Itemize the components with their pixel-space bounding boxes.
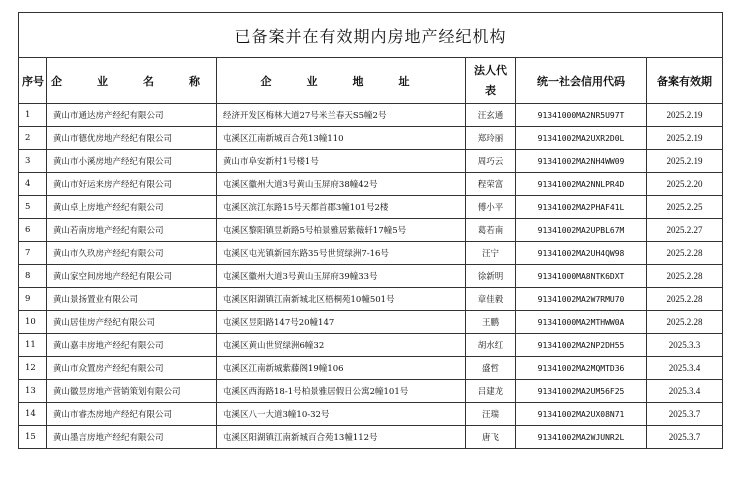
company-address: 屯溪区滨江东路15号天都首郡3幢101号2楼 [217, 196, 466, 219]
row-number: 3 [19, 150, 47, 173]
row-number: 14 [19, 403, 47, 426]
credit-code: 91341002MA2UXR2D0L [516, 127, 647, 150]
company-name: 黄山市德优房地产经纪有限公司 [47, 127, 217, 150]
company-address: 屯溪区江南新城百合苑13幢110 [217, 127, 466, 150]
company-name: 黄山市好运来房产经纪有限公司 [47, 173, 217, 196]
company-name: 黄山市久玖房产经纪有限公司 [47, 242, 217, 265]
validity-date: 2025.3.4 [647, 380, 723, 403]
validity-date: 2025.3.3 [647, 334, 723, 357]
company-name: 黄山景扬置业有限公司 [47, 288, 217, 311]
company-address: 屯溪区阳湖镇江南新城北区梧桐苑10幢501号 [217, 288, 466, 311]
table-row [19, 357, 723, 380]
agency-table [18, 12, 723, 449]
row-number: 12 [19, 357, 47, 380]
header-no: 序号 [19, 58, 47, 104]
credit-code: 91341002MA2UM56F25 [516, 380, 647, 403]
credit-code: 91341002MA2NH4WW09 [516, 150, 647, 173]
company-name: 黄山卓上房地产经纪有限公司 [47, 196, 217, 219]
row-number: 5 [19, 196, 47, 219]
company-address: 屯溪区江南新城紫藤阁19幢106 [217, 357, 466, 380]
company-name: 黄山市睿杰房地产经纪有限公司 [47, 403, 217, 426]
company-name: 黄山家空间房地产经纪有限公司 [47, 265, 217, 288]
legal-representative: 徐新明 [466, 265, 516, 288]
row-number: 4 [19, 173, 47, 196]
row-number: 7 [19, 242, 47, 265]
table-row [19, 173, 723, 196]
row-number: 8 [19, 265, 47, 288]
validity-date: 2025.3.4 [647, 357, 723, 380]
validity-date: 2025.2.19 [647, 127, 723, 150]
row-number: 2 [19, 127, 47, 150]
credit-code: 91341002MA2UX08N71 [516, 403, 647, 426]
legal-representative: 王鹏 [466, 311, 516, 334]
table-row [19, 380, 723, 403]
header-credit-code: 统一社会信用代码 [516, 58, 647, 104]
credit-code: 91341000MA2NR5U97T [516, 104, 647, 127]
legal-representative: 郑玲丽 [466, 127, 516, 150]
row-number: 15 [19, 426, 47, 449]
company-address: 屯溪区黎阳镇昱新路5号柏景雅居紫薇轩17幢5号 [217, 219, 466, 242]
validity-date: 2025.2.28 [647, 242, 723, 265]
legal-representative: 周巧云 [466, 150, 516, 173]
company-address: 屯溪区昱阳路147号20幢147 [217, 311, 466, 334]
company-address: 屯溪区徽州大道3号黄山玉屏府39幢33号 [217, 265, 466, 288]
legal-representative: 汪宁 [466, 242, 516, 265]
legal-representative: 汪玄通 [466, 104, 516, 127]
row-number: 11 [19, 334, 47, 357]
company-name: 黄山若南房地产经纪有限公司 [47, 219, 217, 242]
row-number: 13 [19, 380, 47, 403]
row-number: 1 [19, 104, 47, 127]
legal-representative: 傅小平 [466, 196, 516, 219]
row-number: 9 [19, 288, 47, 311]
credit-code: 91341002MA2MQMTD36 [516, 357, 647, 380]
header-row [19, 58, 723, 104]
row-number: 6 [19, 219, 47, 242]
validity-date: 2025.2.28 [647, 265, 723, 288]
table-row [19, 196, 723, 219]
table-row [19, 127, 723, 150]
company-address: 屯溪区西海路18-1号柏景雅居假日公寓2幢101号 [217, 380, 466, 403]
table-row [19, 265, 723, 288]
table-row [19, 403, 723, 426]
validity-date: 2025.2.25 [647, 196, 723, 219]
table-row [19, 288, 723, 311]
header-address: 企 业 地 址 [217, 58, 466, 104]
credit-code: 91341000MA2MTHWW0A [516, 311, 647, 334]
credit-code: 91341002MA2NNLPR4D [516, 173, 647, 196]
credit-code: 91341002MA2W7RMU70 [516, 288, 647, 311]
legal-representative: 唐飞 [466, 426, 516, 449]
validity-date: 2025.2.28 [647, 288, 723, 311]
header-name: 企 业 名 称 [47, 58, 217, 104]
legal-representative: 程荣富 [466, 173, 516, 196]
validity-date: 2025.3.7 [647, 426, 723, 449]
row-number: 10 [19, 311, 47, 334]
table-row [19, 242, 723, 265]
validity-date: 2025.2.19 [647, 104, 723, 127]
company-name: 黄山市众置房产经纪有限公司 [47, 357, 217, 380]
company-address: 屯溪区屯光镇新园东路35号世贸绿洲7-16号 [217, 242, 466, 265]
table-row [19, 219, 723, 242]
validity-date: 2025.2.19 [647, 150, 723, 173]
company-name: 黄山市小溪房地产经纪有限公司 [47, 150, 217, 173]
legal-representative: 盛哲 [466, 357, 516, 380]
company-name: 黄山居佳房产经纪有限公司 [47, 311, 217, 334]
company-name: 黄山墨言房地产经纪有限公司 [47, 426, 217, 449]
credit-code: 91341002MA2UPBL67M [516, 219, 647, 242]
legal-representative: 胡水红 [466, 334, 516, 357]
credit-code: 91341000MA8NTK6DXT [516, 265, 647, 288]
credit-code: 91341002MA2NP2DH55 [516, 334, 647, 357]
company-name: 黄山徽昱房地产营销策划有限公司 [47, 380, 217, 403]
legal-representative: 葛若南 [466, 219, 516, 242]
header-legal: 法人代表 [466, 58, 516, 104]
company-name: 黄山市通达房产经纪有限公司 [47, 104, 217, 127]
validity-date: 2025.2.28 [647, 311, 723, 334]
validity-date: 2025.2.27 [647, 219, 723, 242]
validity-date: 2025.2.20 [647, 173, 723, 196]
company-address: 黄山市阜安新村1号楼1号 [217, 150, 466, 173]
table-row [19, 426, 723, 449]
legal-representative: 汪瑞 [466, 403, 516, 426]
validity-date: 2025.3.7 [647, 403, 723, 426]
table-row [19, 104, 723, 127]
registry-sheet [18, 12, 722, 449]
legal-representative: 吕建龙 [466, 380, 516, 403]
credit-code: 91341002MA2WJUNR2L [516, 426, 647, 449]
company-address: 屯溪区徽州大道3号黄山玉屏府38幢42号 [217, 173, 466, 196]
table-row [19, 334, 723, 357]
credit-code: 91341002MA2UH4QW98 [516, 242, 647, 265]
table-row [19, 311, 723, 334]
header-validity: 备案有效期 [647, 58, 723, 104]
table-row [19, 150, 723, 173]
table-title: 已备案并在有效期内房地产经纪机构 [19, 13, 723, 58]
company-address: 屯溪区黄山世贸绿洲6幢32 [217, 334, 466, 357]
company-address: 经济开发区梅林大道27号米兰春天S5幢2号 [217, 104, 466, 127]
legal-representative: 章佳毅 [466, 288, 516, 311]
table-body [19, 104, 723, 449]
credit-code: 91341002MA2PHAF41L [516, 196, 647, 219]
company-address: 屯溪区八一大道3幢10-32号 [217, 403, 466, 426]
company-address: 屯溪区阳湖镇江南新城百合苑13幢112号 [217, 426, 466, 449]
company-name: 黄山嘉丰房地产经纪有限公司 [47, 334, 217, 357]
